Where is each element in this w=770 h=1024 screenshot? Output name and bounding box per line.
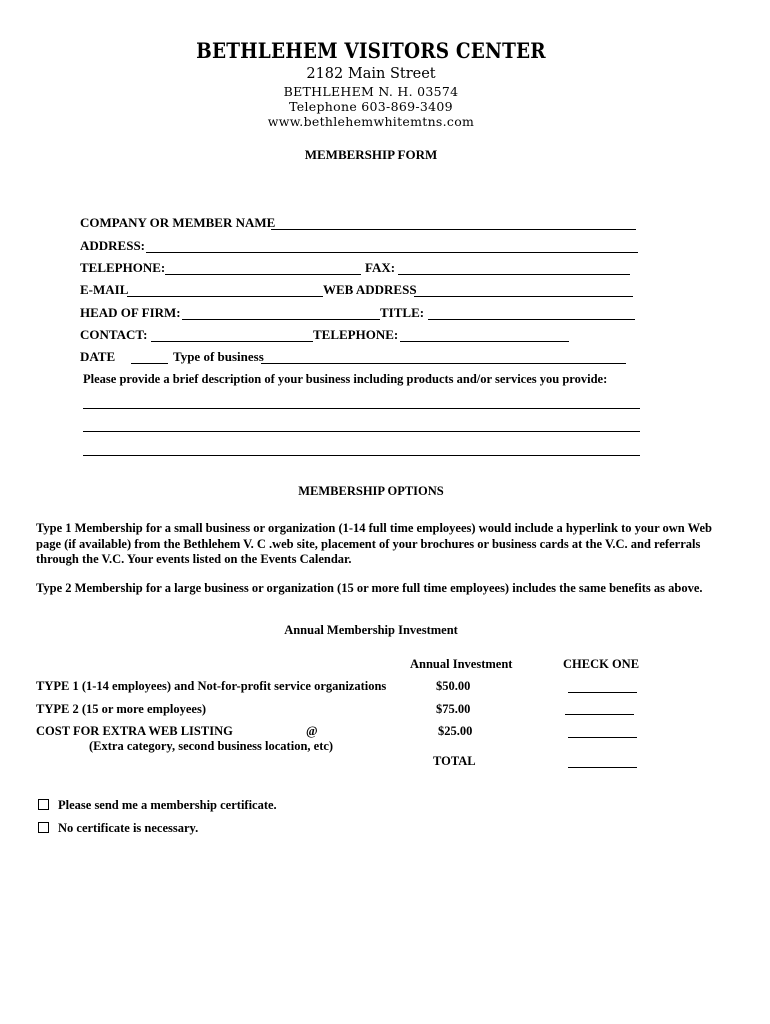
email-field[interactable] (127, 296, 323, 297)
contact-telephone-field[interactable] (400, 341, 569, 342)
title-label: TITLE: (380, 305, 425, 320)
contact-telephone-label: TELEPHONE: (313, 327, 399, 342)
org-name: BETHLEHEM VISITORS CENTER (196, 38, 546, 63)
no-certificate-checkbox[interactable] (38, 822, 49, 833)
title-field[interactable] (428, 319, 635, 320)
type1-description: Type 1 Membership for a small business or organization (1-14 full time employees) would include a hyperlink to your own Web page (if available) from the Bethlehem V. C .web site, placement of your brochures or business cards at the V.C. and referrals through the V.C. Your events listed on the Events Calendar. (36, 521, 712, 566)
row-type1-amount: $50.00 (436, 679, 471, 693)
total-label: TOTAL (433, 754, 476, 768)
address-label: ADDRESS: (80, 238, 146, 253)
type-of-business-label: Type of business (173, 349, 264, 364)
contact-label: CONTACT: (80, 327, 148, 342)
fax-label: FAX: (365, 260, 396, 275)
head-of-firm-label: HEAD OF FIRM: (80, 305, 181, 320)
send-certificate-checkbox[interactable] (38, 799, 49, 810)
address-field[interactable] (146, 252, 638, 253)
description-line-2[interactable] (83, 431, 640, 432)
row-extra-note: (Extra category, second business location, etc) (89, 739, 334, 753)
col-check-one: CHECK ONE (563, 657, 640, 671)
row-extra-at: @ (306, 724, 318, 738)
type2-description: Type 2 Membership for a large business or organization (15 or more full time employees) includes the same benefits as above. (36, 581, 703, 595)
description-prompt: Please provide a brief description of your business including products and/or services you provide: (83, 372, 608, 386)
row-type1-label: TYPE 1 (1-14 employees) and Not-for-profit service organizations (36, 679, 387, 693)
row-extra-label: COST FOR EXTRA WEB LISTING (36, 724, 233, 738)
description-line-1[interactable] (83, 408, 640, 409)
no-certificate-label: No certificate is necessary. (58, 821, 199, 835)
web-address-field[interactable] (414, 296, 633, 297)
type-of-business-field[interactable] (261, 363, 626, 364)
row-type2-label: TYPE 2 (15 or more employees) (36, 702, 206, 716)
description-line-3[interactable] (83, 455, 640, 456)
fax-field[interactable] (398, 274, 630, 275)
send-certificate-label: Please send me a membership certificate. (58, 798, 277, 812)
contact-field[interactable] (151, 341, 313, 342)
form-title: MEMBERSHIP FORM (304, 147, 438, 162)
telephone-field[interactable] (165, 274, 361, 275)
telephone-number: Telephone 603-869-3409 (289, 99, 453, 114)
investment-heading: Annual Membership Investment (284, 623, 458, 637)
col-annual-investment: Annual Investment (410, 657, 513, 671)
row-type2-check[interactable] (565, 714, 634, 715)
street-address: 2182 Main Street (306, 66, 436, 82)
head-of-firm-field[interactable] (182, 319, 380, 320)
date-label: DATE (80, 349, 116, 364)
total-field[interactable] (568, 767, 637, 768)
company-field[interactable] (271, 229, 636, 230)
company-label: COMPANY OR MEMBER NAME (80, 215, 276, 230)
email-label: E-MAIL (80, 282, 129, 297)
city-address: BETHLEHEM N. H. 03574 (283, 84, 459, 99)
row-type1-check[interactable] (568, 692, 637, 693)
row-extra-amount: $25.00 (438, 724, 473, 738)
date-field[interactable] (131, 363, 168, 364)
telephone-label: TELEPHONE: (80, 260, 166, 275)
row-type2-amount: $75.00 (436, 702, 471, 716)
website-link[interactable]: www.bethlehemwhitemtns.com (267, 114, 475, 129)
row-extra-check[interactable] (568, 737, 637, 738)
membership-options-heading: MEMBERSHIP OPTIONS (298, 484, 444, 498)
web-address-label: WEB ADDRESS (323, 282, 417, 297)
